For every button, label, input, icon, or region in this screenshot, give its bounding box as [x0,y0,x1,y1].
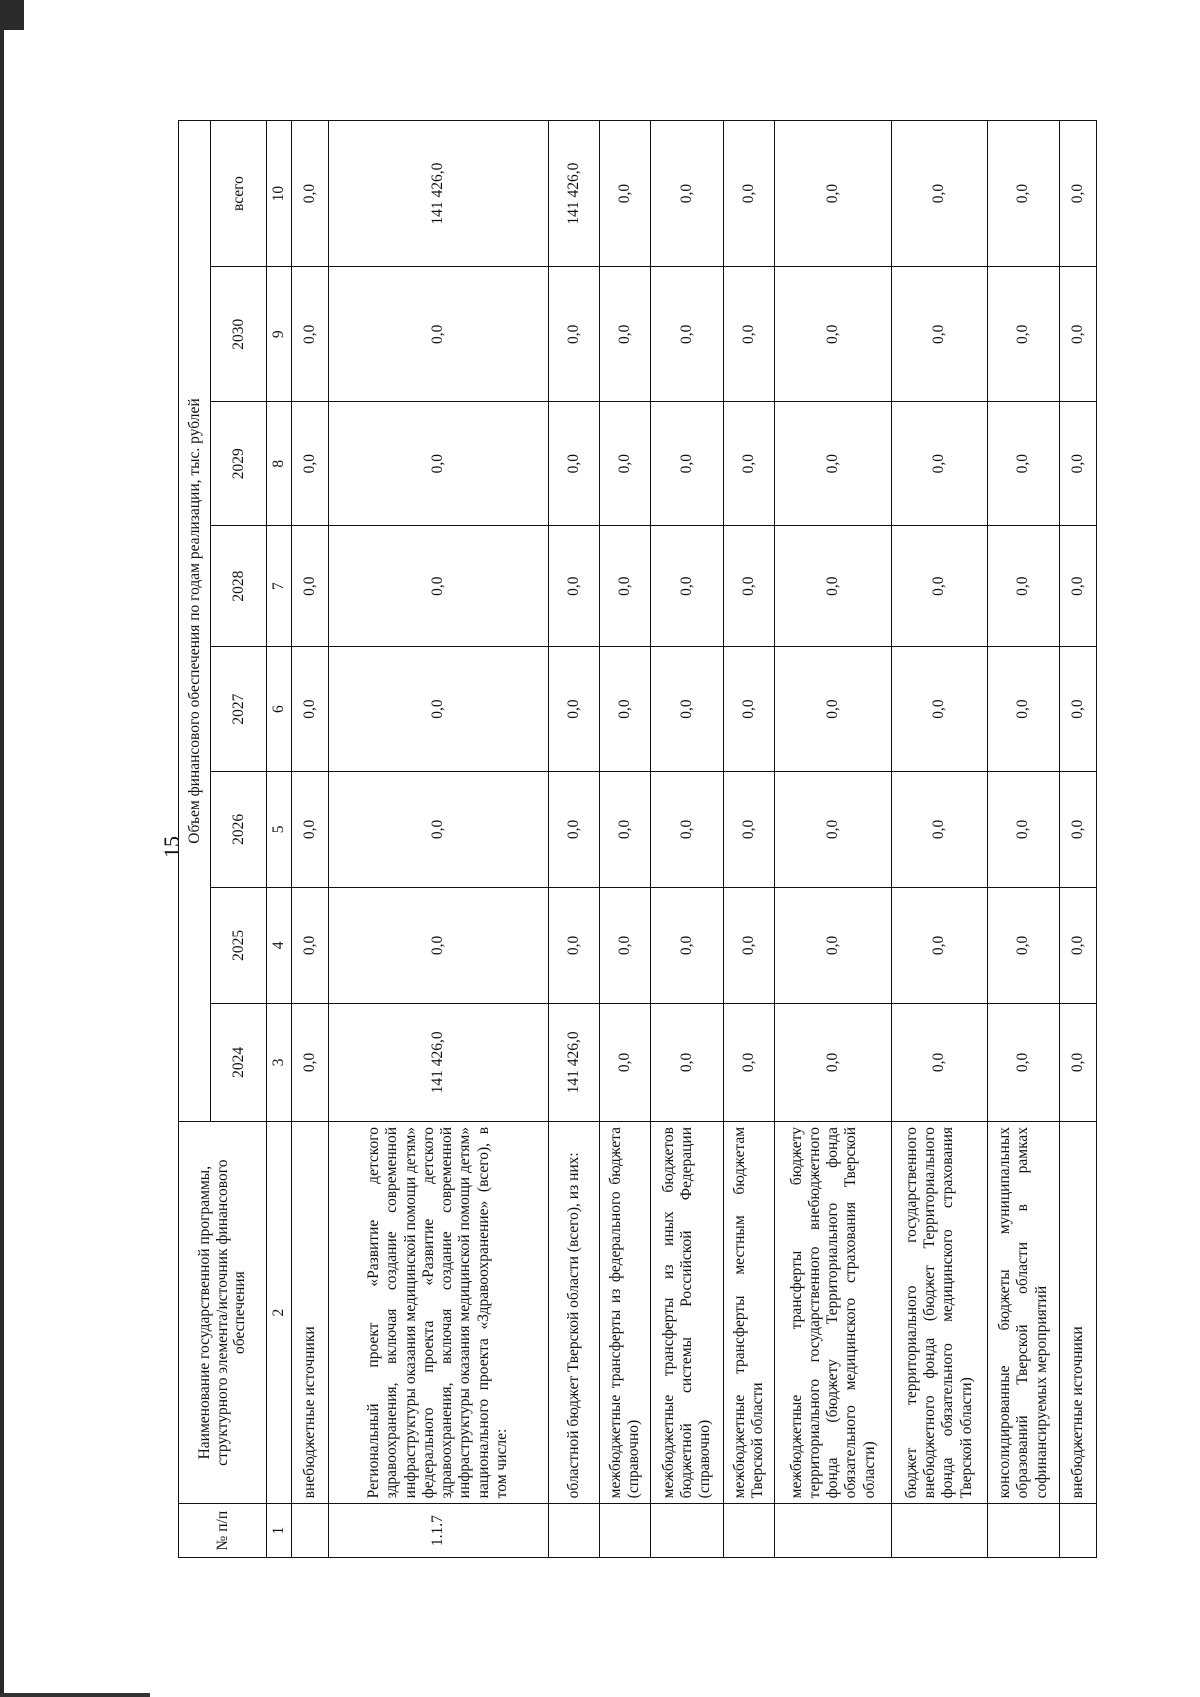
row-year-value: 0,0 [723,887,774,1003]
row-year-value: 0,0 [651,402,724,526]
row-year-value: 0,0 [775,887,892,1003]
row-year-value: 0,0 [328,887,548,1003]
row-year-value: 0,0 [892,647,987,772]
table-row [892,121,987,1558]
row-year-value: 0,0 [599,525,650,646]
row-year-value: 0,0 [651,647,724,772]
row-year-value: 0,0 [548,525,599,646]
scan-edge-left [0,0,4,1697]
row-year-value: 0,0 [892,402,987,526]
row-year-value: 0,0 [987,647,1060,772]
table-row [723,121,774,1558]
header-total: всего [211,121,267,267]
row-year-value: 0,0 [651,525,724,646]
row-year-value: 0,0 [292,267,329,402]
header-year: 2026 [211,771,267,887]
row-year-value: 0,0 [548,402,599,526]
row-year-value: 0,0 [775,647,892,772]
row-year-value: 0,0 [723,525,774,646]
scan-edge-top [0,0,24,30]
row-year-value: 0,0 [292,647,329,772]
row-number [599,1504,650,1558]
table-row [328,121,548,1558]
row-year-value: 0,0 [292,887,329,1003]
row-number [892,1504,987,1558]
row-year-value: 0,0 [328,771,548,887]
row-name: межбюджетные трансферты бюджету территориального государственного внебюджетного фонда (бюджету Территориального фонда обязательного медицинского страхования Тверской области) [775,1121,892,1503]
header-year: 2027 [211,647,267,772]
row-year-value: 0,0 [892,525,987,646]
row-year-value: 0,0 [1060,402,1097,526]
row-year-value: 0,0 [892,887,987,1003]
row-year-value: 0,0 [328,647,548,772]
row-total-value: 0,0 [1060,121,1097,267]
row-year-value: 0,0 [775,267,892,402]
table-row [292,121,329,1558]
row-year-value: 0,0 [548,647,599,772]
row-number [775,1504,892,1558]
row-year-value: 0,0 [292,402,329,526]
row-year-value: 0,0 [599,647,650,772]
row-year-value: 0,0 [723,647,774,772]
row-year-value: 0,0 [892,267,987,402]
table-row [775,121,892,1558]
row-year-value: 0,0 [987,267,1060,402]
row-year-value: 0,0 [775,402,892,526]
row-year-value: 0,0 [1060,267,1097,402]
row-year-value: 0,0 [548,887,599,1003]
rotated-table-frame [178,120,1097,1558]
column-number: 3 [267,1003,292,1121]
row-name: Региональный проект «Развитие детского здравоохранения, включая создание современной инфраструктуры оказания медицинской помощи детям» федерального проекта «Развитие детского здравоохранения, включая создание современной инфраструктуры оказания медицинской помощи детям» национального проекта «Здравоохранение» (всего), в том числе: [328,1121,548,1503]
row-year-value: 0,0 [599,267,650,402]
row-total-value: 0,0 [292,121,329,267]
column-number: 6 [267,647,292,772]
header-group-title: Объем финансового обеспечения по годам реализации, тыс. рублей [179,121,211,1122]
row-name: консолидированные бюджеты муниципальных образований Тверской области в рамках софинансируемых мероприятий [987,1121,1060,1503]
column-number-row [267,121,292,1558]
row-total-value: 0,0 [892,121,987,267]
row-year-value: 0,0 [723,771,774,887]
header-year: 2029 [211,402,267,526]
row-name: внебюджетные источники [292,1121,329,1503]
row-year-value: 0,0 [723,267,774,402]
row-year-value: 0,0 [292,525,329,646]
row-year-value: 0,0 [775,525,892,646]
header-no: № п/п [179,1504,267,1558]
row-year-value: 0,0 [292,771,329,887]
row-year-value: 0,0 [987,887,1060,1003]
column-number: 4 [267,887,292,1003]
row-year-value: 0,0 [1060,1003,1097,1121]
row-year-value: 0,0 [548,771,599,887]
column-number: 9 [267,267,292,402]
row-year-value: 0,0 [775,771,892,887]
row-year-value: 0,0 [723,402,774,526]
column-number: 5 [267,771,292,887]
row-year-value: 0,0 [723,1003,774,1121]
row-year-value: 141 426,0 [548,1003,599,1121]
page-number: 15 [159,836,184,858]
row-year-value: 0,0 [328,402,548,526]
row-year-value: 0,0 [651,1003,724,1121]
row-number [292,1504,329,1558]
row-year-value: 0,0 [328,267,548,402]
row-year-value: 0,0 [987,525,1060,646]
row-name: внебюджетные источники [1060,1121,1097,1503]
row-total-value: 141 426,0 [548,121,599,267]
row-name: межбюджетные трансферты из иных бюджетов бюджетной системы Российской Федерации (справочно) [651,1121,724,1503]
row-year-value: 0,0 [599,887,650,1003]
row-name: областной бюджет Тверской области (всего), из них: [548,1121,599,1503]
row-year-value: 0,0 [1060,647,1097,772]
financing-table [178,120,1097,1558]
row-total-value: 0,0 [775,121,892,267]
table-body [292,121,1097,1558]
row-year-value: 0,0 [1060,525,1097,646]
row-year-value: 0,0 [599,402,650,526]
row-year-value: 0,0 [987,402,1060,526]
row-year-value: 0,0 [892,771,987,887]
row-year-value: 0,0 [328,525,548,646]
row-number [987,1504,1060,1558]
row-year-value: 0,0 [651,771,724,887]
row-year-value: 0,0 [292,1003,329,1121]
scan-edge-bottom [0,1693,150,1697]
row-name: межбюджетные трансферты из федерального бюджета (справочно) [599,1121,650,1503]
header-year: 2025 [211,887,267,1003]
row-name: бюджет территориального государственного внебюджетного фонда (бюджет Территориального фонда обязательного медицинского страхования Тверской области) [892,1121,987,1503]
header-name: Наименование государственной программы, структурного элемента/источник финансового обеспечения [179,1121,267,1503]
row-total-value: 141 426,0 [328,121,548,267]
table-row [651,121,724,1558]
header-year: 2024 [211,1003,267,1121]
row-year-value: 0,0 [775,1003,892,1121]
row-number: 1.1.7 [328,1504,548,1558]
header-year: 2028 [211,525,267,646]
table-row [987,121,1060,1558]
row-year-value: 0,0 [651,887,724,1003]
column-number: 7 [267,525,292,646]
row-year-value: 0,0 [1060,887,1097,1003]
column-number: 1 [267,1504,292,1558]
row-name: межбюджетные трансферты местным бюджетам Тверской области [723,1121,774,1503]
row-year-value: 0,0 [599,771,650,887]
row-year-value: 141 426,0 [328,1003,548,1121]
row-number [651,1504,724,1558]
row-number [548,1504,599,1558]
row-year-value: 0,0 [987,1003,1060,1121]
header-year: 2030 [211,267,267,402]
row-total-value: 0,0 [987,121,1060,267]
table-row [548,121,599,1558]
row-year-value: 0,0 [892,1003,987,1121]
row-total-value: 0,0 [599,121,650,267]
row-year-value: 0,0 [599,1003,650,1121]
row-year-value: 0,0 [651,267,724,402]
column-number: 10 [267,121,292,267]
column-number: 8 [267,402,292,526]
column-number: 2 [267,1121,292,1503]
table-row [599,121,650,1558]
row-year-value: 0,0 [1060,771,1097,887]
row-total-value: 0,0 [651,121,724,267]
row-year-value: 0,0 [548,267,599,402]
row-year-value: 0,0 [987,771,1060,887]
row-number [723,1504,774,1558]
row-total-value: 0,0 [723,121,774,267]
row-number [1060,1504,1097,1558]
table-row [1060,121,1097,1558]
